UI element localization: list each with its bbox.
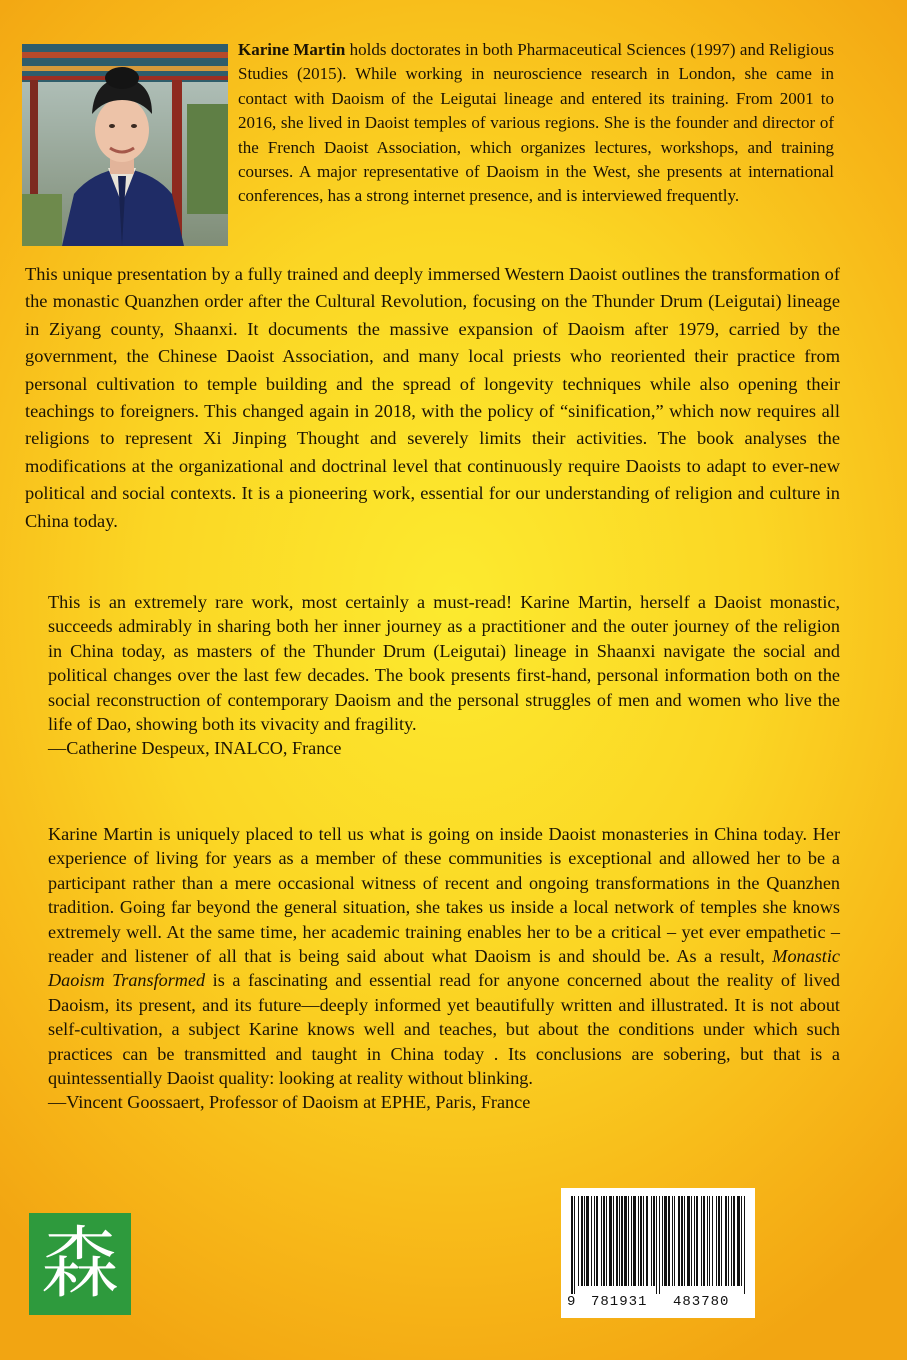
isbn-digits [561,1294,755,1316]
author-bio-text: holds doctorates in both Pharmaceutical Sciences (1997) and Religious Studies (2015). While working in neuroscience research in London, she came in contact with Daoism of the Leigutai lineage and entered its training. From 2001 to 2016, she lived in Daoist temples of various regions. She is the founder and director of the French Daoist Association, which organizes lectures, workshops, and training courses. A major representative of Daoism in the West, she presents at international conferences, has a strong internet presence, and is interviewed frequently. [238,40,835,206]
author-photo [22,44,228,246]
endorsement-quote-goossaert [48,822,840,1115]
isbn-lead-digit: 9 [567,1294,577,1310]
book-title-italic: Monastic Daoism Transformed [48,946,840,991]
publisher-logo [29,1213,131,1315]
quote-text: This is an extremely rare work, most certainly a must-read! Karine Martin, herself a Daoist monastic, succeeds admirably in sharing both her inner journey as a practitioner and the outer journey of the religion in China today, as masters of the Thunder Drum (Leigutai) lineage in Shaanxi navigate the social and political changes over the last few decades. The book presents first-hand, personal information both on the social reconstruction of contemporary Daoism and the personal struggles of men and women who live the life of Dao, showing both its vivacity and fragility. [48,592,840,735]
quote-attribution: —Catherine Despeux, INALCO, France [48,738,342,759]
endorsement-quote-despeux [48,590,840,761]
isbn-right-group: 483780 [673,1294,730,1310]
barcode-bars [569,1196,747,1294]
author-bio [238,38,834,209]
author-name: Karine Martin [238,40,346,59]
quote-text-after: is a fascinating and essential read for anyone concerned about the reality of lived Daoism, its present, and its future—deeply informed yet beautifully written and illustrated. It is not about self-cultivation, a subject Karine knows well and teaches, but about the conditions under which such practices can be transmitted and taught in China today . Its conclusions are sobering, but that is a quintessentially Daoist quality: looking at reality without blinking. [48,970,840,1089]
isbn-left-group: 781931 [591,1294,648,1310]
barcode [561,1188,755,1318]
quote-attribution: —Vincent Goossaert, Professor of Daoism at EPHE, Paris, France [48,1092,531,1113]
quote-text-before: Karine Martin is uniquely placed to tell us what is going on inside Daoist monasteries in China today. Her experience of living for years as a member of these communities is exceptional and allowed her to be a participant rather than a mere occasional witness of recent and ongoing transformations in the Quanzhen tradition. Going far beyond the general situation, she takes us inside a local network of temples she knows extremely well. At the same time, her academic training enables her to be a critical – yet ever empathetic – reader and listener of all that is being said about what Daoism is and should be. As a result, [48,824,840,967]
forest-glyph-icon: 森 [40,1219,119,1309]
book-description: This unique presentation by a fully trained and deeply immersed Western Daoist outlines the transformation of the monastic Quanzhen order after the Cultural Revolution, focusing on the Thunder Drum (Leigutai) lineage in Ziyang county, Shaanxi. It documents the massive expansion of Daoism after 1979, carried by the government, the Chinese Daoist Association, and many local priests who reoriented their practice from personal cultivation to temple building and the spread of longevity techniques while also opening their teachings to foreigners. This changed again in 2018, with the policy of “sinification,” which now requires all religions to represent Xi Jinping Thought and severely limits their activities. The book analyses the modifications at the organizational and doctrinal level that continuously require Daoists to adapt to ever-new political and social contexts. It is a pioneering work, essential for our understanding of religion and culture in China today. [25,264,840,531]
